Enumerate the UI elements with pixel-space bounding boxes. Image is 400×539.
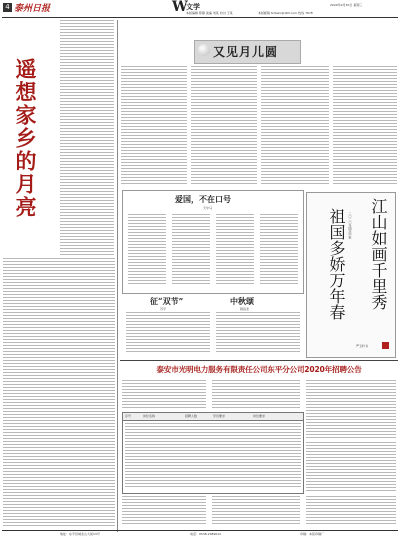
poem-card-title: 爱国，不在口号 <box>175 194 231 204</box>
header-date: 2020年9月30日 星期三 <box>330 3 363 7</box>
poem-card-author: 天中马 <box>203 206 213 210</box>
sub-poem-2-author: 顾昌龙 <box>240 307 250 311</box>
ad-table-body <box>125 423 301 489</box>
sub-poem-1-author: 苏平 <box>160 307 167 311</box>
th-education: 学历要求 <box>213 414 226 418</box>
ad-text-col-1 <box>122 380 206 408</box>
paper-logo: 泰州日报 <box>14 4 51 14</box>
section-title: 文学 <box>186 2 200 11</box>
poem-card-lines-2 <box>172 214 210 286</box>
moon-text-col-1 <box>121 66 187 186</box>
moon-text-col-2 <box>191 66 257 186</box>
ad-bottom-text-2 <box>212 496 300 526</box>
ad-bottom-text-1 <box>122 496 206 526</box>
poem-card-lines-4 <box>260 214 298 286</box>
calligraphy-side-note: 二〇二〇年国庆中秋 <box>348 212 352 239</box>
poem-card-lines-1 <box>128 214 166 286</box>
th-requirement: 岗位要求 <box>253 414 266 418</box>
header-meta-left: 本版编辑 陈静 美编 刘某 校对 王某 <box>186 11 233 15</box>
ad-bottom-text-3 <box>306 496 396 526</box>
sub-poem-2-lines <box>216 312 300 354</box>
moon-banner-title: 又见月儿圆 <box>213 45 279 59</box>
calligraphy-col-1: 江山如画千里秀 <box>369 198 388 310</box>
footer-print: 印刷：本报印刷厂 <box>300 532 325 536</box>
th-index: 序号 <box>125 414 132 418</box>
moon-text-col-3 <box>261 66 329 186</box>
column-divider <box>117 20 118 532</box>
ad-table-header-row <box>123 413 303 421</box>
ad-text-col-2 <box>212 380 300 408</box>
page-number: 4 <box>3 3 12 12</box>
footer-phone: 电话：0538-2389012 <box>190 532 222 536</box>
footer-rule <box>2 530 398 531</box>
moon-text-col-4 <box>333 66 397 186</box>
calligraphy-col-2: 祖国多娇万年春 <box>327 208 346 320</box>
left-article-text-bottom <box>3 258 115 528</box>
th-position: 岗位名称 <box>143 414 156 418</box>
footer-address: 地址：东平县城龙山大街13号 <box>60 532 100 536</box>
ad-top-rule <box>120 360 398 361</box>
calligraphy-signature: 严玉轩书 <box>356 344 369 348</box>
sub-poem-1-lines <box>126 312 210 354</box>
poem-card-lines-3 <box>216 214 254 286</box>
th-count: 招聘人数 <box>185 414 198 418</box>
sub-poem-2-title: 中秋颂 <box>230 296 254 306</box>
section-letter: W <box>172 0 188 15</box>
header-meta-right: 本版邮箱 tzrbwx@163.com 热线 7678 <box>258 11 313 15</box>
sub-poem-1-title: 征“双节” <box>150 296 184 306</box>
seal-stamp <box>382 342 389 349</box>
ad-text-col-3 <box>306 380 396 438</box>
left-article-title: 遥想家乡的月亮 <box>13 58 38 219</box>
left-article-text-top <box>60 20 114 256</box>
header-rule <box>2 17 398 18</box>
ad-title: 泰安市光明电力服务有限责任公司东平分公司2020年招聘公告 <box>156 365 362 374</box>
ad-text-col-4 <box>306 442 396 492</box>
ad-table <box>122 412 304 494</box>
moon-icon <box>198 44 210 56</box>
